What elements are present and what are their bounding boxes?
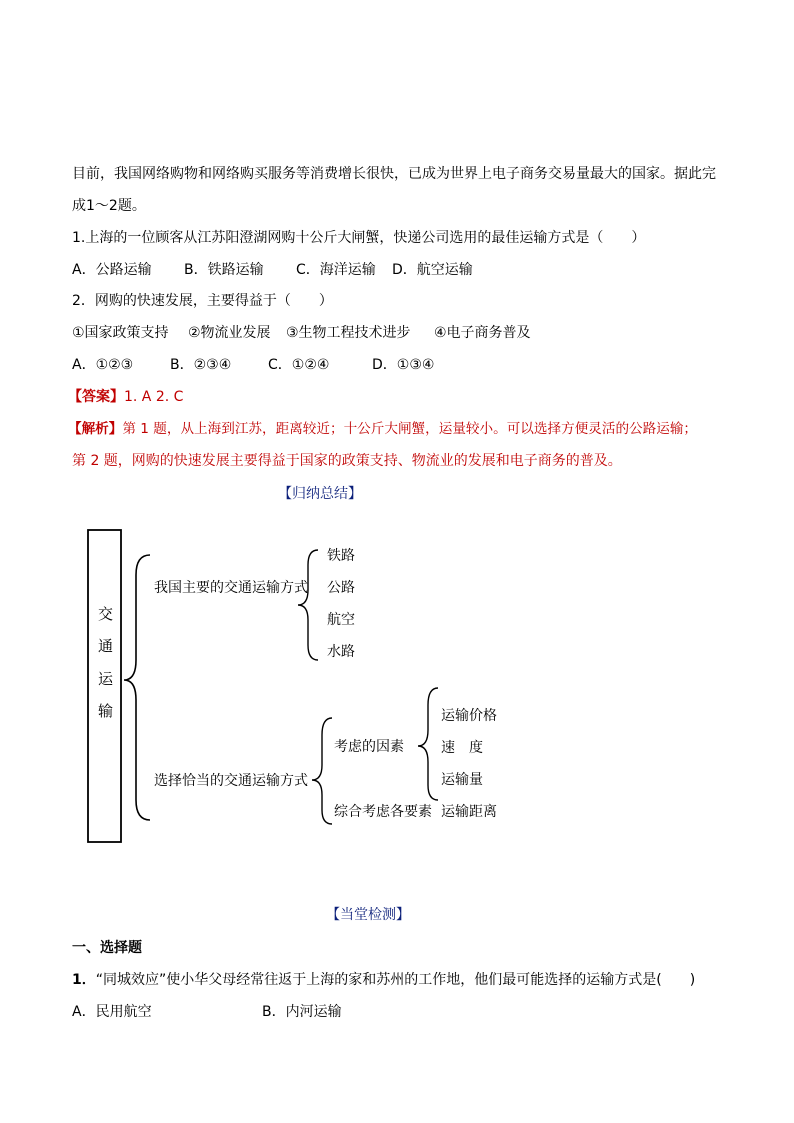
main-brace xyxy=(124,555,150,820)
q2-option-b: B．②③④ xyxy=(170,357,232,373)
answer-tag: 【答案】 xyxy=(68,389,124,405)
t1-options xyxy=(72,1002,342,1022)
factor-brace xyxy=(418,688,438,800)
t1-option-a: A．民用航空 xyxy=(72,1004,152,1020)
analysis-text-1: 第 1 题，从上海到江苏，距离较近；十公斤大闸蟹，运量较小。可以选择方便灵活的公路运输； xyxy=(122,421,698,437)
q2-option-a: A．①②③ xyxy=(72,357,134,373)
q1-options xyxy=(72,260,473,280)
q2-statement-3: ③生物工程技术进步 xyxy=(286,325,411,341)
q1-option-a: A．公路运输 xyxy=(72,262,152,278)
t1-stem: “同城效应”使小华父母经常往返于上海的家和苏州的工作地，他们最可能选择的运输方式是( ) xyxy=(95,972,696,988)
q2-options xyxy=(72,355,434,375)
q1-option-d: D．航空运输 xyxy=(392,262,473,278)
summary-title: 【归纳总结】 xyxy=(278,486,362,502)
branch1-label: 我国主要的交通运输方式 xyxy=(154,580,308,596)
test-title: 【当堂检测】 xyxy=(326,907,410,923)
factors-label: 考虑的因素 xyxy=(334,739,404,755)
factor-volume: 运输量 xyxy=(441,772,483,788)
choice-brace xyxy=(312,718,332,824)
root-char-2: 通 xyxy=(98,637,114,655)
combined-label: 综合考虑各要素 xyxy=(334,804,432,820)
t1-number: 1． xyxy=(72,972,96,988)
q2-statement-2: ②物流业发展 xyxy=(188,325,271,341)
q2-statement-4: ④电子商务普及 xyxy=(434,325,531,341)
q2-statements xyxy=(72,323,531,343)
mode-air: 航空 xyxy=(327,612,355,628)
q2-statement-1: ①国家政策支持 xyxy=(72,325,169,341)
mode-brace xyxy=(298,550,318,660)
t1-stem-line xyxy=(72,970,695,990)
section-title: 一、选择题 xyxy=(72,940,142,956)
answer-line xyxy=(68,387,183,407)
q1-stem: 1.上海的一位顾客从江苏阳澄湖网购十公斤大闸蟹，快递公司选用的最佳运输方式是（ ） xyxy=(72,230,646,246)
mode-railway: 铁路 xyxy=(327,548,355,564)
branch2-label: 选择恰当的交通运输方式 xyxy=(154,773,308,789)
factor-distance: 运输距离 xyxy=(441,804,497,820)
root-char-1: 交 xyxy=(98,605,114,623)
t1-option-b: B．内河运输 xyxy=(262,1004,342,1020)
mode-water: 水路 xyxy=(327,644,355,660)
mode-road: 公路 xyxy=(327,580,355,596)
q2-option-c: C．①②④ xyxy=(268,357,330,373)
root-char-3: 运 xyxy=(98,670,114,688)
answer-text: 1. A 2. C xyxy=(124,389,184,405)
analysis-line-1 xyxy=(68,419,697,439)
root-char-4: 输 xyxy=(98,702,114,720)
factor-price: 运输价格 xyxy=(441,708,497,724)
q2-stem: 2．网购的快速发展，主要得益于（ ） xyxy=(72,293,333,309)
q2-option-d: D．①③④ xyxy=(372,357,435,373)
intro-line-1: 目前，我国网络购物和网络购买服务等消费增长很快，已成为世界上电子商务交易量最大的国家。据此完 xyxy=(72,166,716,182)
q1-option-c: C．海洋运输 xyxy=(296,262,376,278)
analysis-line-2: 第 2 题，网购的快速发展主要得益于国家的政策支持、物流业的发展和电子商务的普及。 xyxy=(72,453,622,469)
q1-option-b: B．铁路运输 xyxy=(184,262,264,278)
analysis-tag: 【解析】 xyxy=(68,421,123,437)
intro-line-2: 成1～2题。 xyxy=(72,198,146,214)
factor-speed: 速 度 xyxy=(441,740,483,756)
